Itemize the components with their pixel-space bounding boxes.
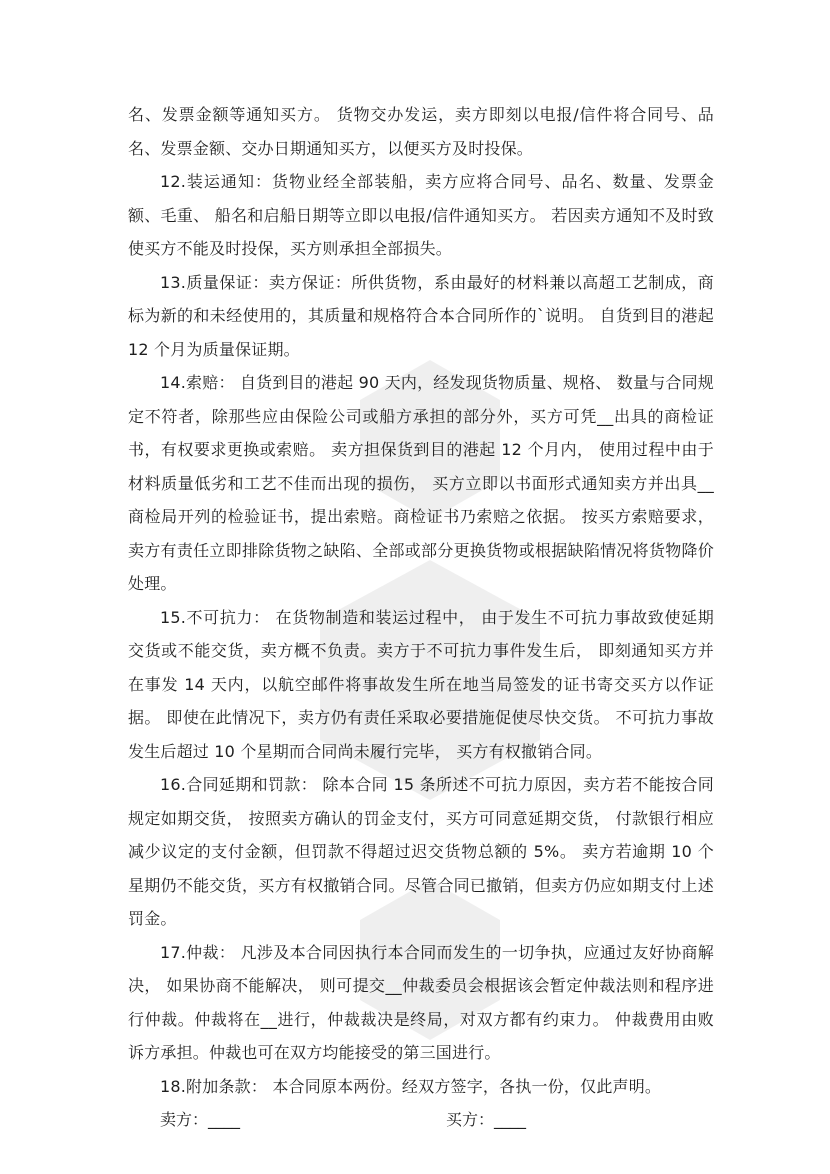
seller-signature: 卖方：____	[160, 1110, 241, 1129]
clause-18-additional-terms: 18.附加条款： 本合同原本两份。经双方签字，各执一份，仅此声明。	[160, 1076, 662, 1096]
clause-16-delay-penalty: 16.合同延期和罚款： 除本合同 15 条所述不可抗力原因，卖方若不能按合同规定如期交货， 按照卖方确认的罚金支付，买方可同意延期交货， 付款银行相应减少议定的支付金额，但罚款不得超过迟交货物总额的 5%。 卖方若逾期 10 个星期仍不能交货，买方有权撤销合同。尽管合同已撤销，但卖方仍应如期支付上述罚金。	[128, 775, 714, 928]
contract-body	[128, 98, 714, 1137]
clause-14-claims: 14.索赔： 自货到目的港起 90 天内，经发现货物质量、规格、 数量与合同规定不符者，除那些应由保险公司或船方承担的部分外，买方可凭__出具的商检证书，有权要求更换或索赔。 卖方担保货到目的港起 12 个月内， 使用过程中由于材料质量低劣和工艺不佳而出现的损伤， 买方立即以书面形式通知卖方并出具__商检局开列的检验证书，提出索赔。商检证书乃索赔之依据。 按买方索赔要求， 卖方有责任立即排除货物之缺陷、全部或部分更换货物或根据缺陷情况将货物降价 处理。	[128, 373, 714, 593]
buyer-signature: 买方：____	[446, 1110, 527, 1129]
clause-12-shipping-notice: 12.装运通知：货物业经全部装船，卖方应将合同号、品名、数量、发票金额、毛重、 船名和启船日期等立即以电报/信件通知买方。 若因卖方通知不及时致使买方不能及时投保，买方则承担全部损失。	[128, 172, 714, 258]
clause-15-force-majeure: 15.不可抗力： 在货物制造和装运过程中， 由于发生不可抗力事故致使延期交货或不能交货，卖方概不负责。卖方于不可抗力事件发生后， 即刻通知买方并在事发 14 天内，以航空邮件将事故发生所在地当局签发的证书寄交买方以作证据。 即使在此情况下，卖方仍有责任采取必要措施促使尽快交货。 不可抗力事故发生后超过 10 个星期而合同尚未履行完毕， 买方有权撤销合同。	[128, 607, 714, 761]
signature-row	[128, 1103, 714, 1137]
paragraph-continuation: 名、发票金额等通知买方。 货物交办发运，卖方即刻以电报/信件将合同号、品名、发票金额、交办日期通知买方，以便买方及时投保。	[128, 105, 714, 158]
clause-17-arbitration: 17.仲裁： 凡涉及本合同因执行本合同而发生的一切争执，应通过友好协商解决， 如果协商不能解决， 则可提交__仲裁委员会根据该会暂定仲裁法则和程序进行仲裁。仲裁将在__进行，仲裁裁决是终局，对双方都有约束力。 仲裁费用由败诉方承担。仲裁也可在双方均能接受的第三国进行。	[128, 942, 714, 1062]
clause-13-quality-guarantee: 13.质量保证：卖方保证：所供货物，系由最好的材料兼以高超工艺制成，商标为新的和未经使用的，其质量和规格符合本合同所作的`说明。 自货到目的港起 12 个月为质量保证期。	[128, 272, 714, 359]
